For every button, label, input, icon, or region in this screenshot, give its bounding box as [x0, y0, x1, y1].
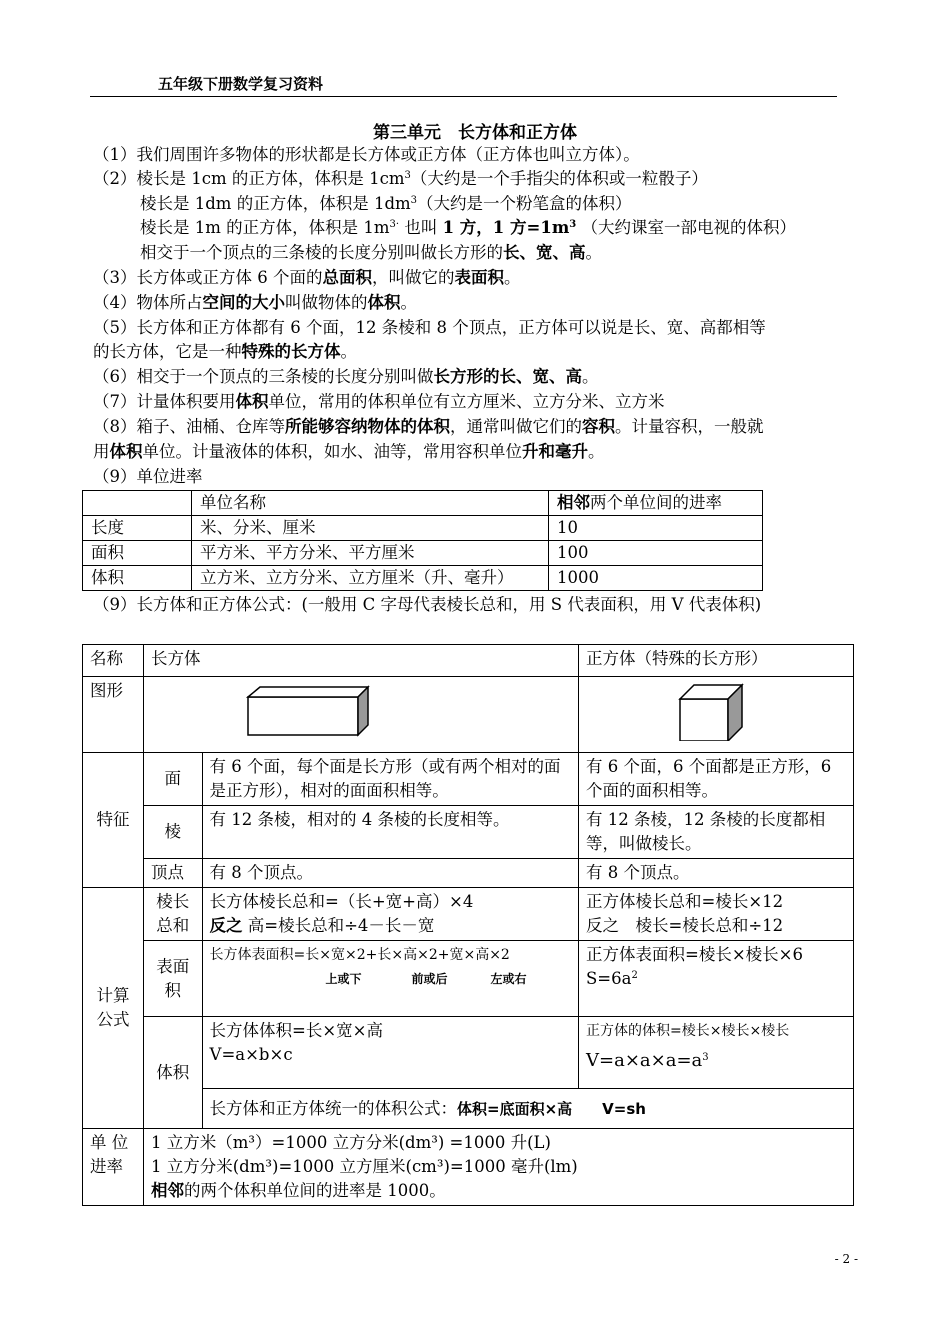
formula-line: 正方体棱长总和=棱长×12	[586, 892, 784, 911]
header-divider	[90, 96, 837, 97]
table-cell	[83, 491, 192, 516]
table-cell: 棱	[144, 806, 203, 859]
formula-line: 反之 高=棱长总和÷4－长－宽	[209, 916, 435, 935]
formula-line: V=a×b×c	[209, 1045, 293, 1064]
table-cell: 有 6 个面，每个面是长方形（或有两个相对的面是正方形），相对的面面积相等。	[202, 753, 578, 806]
table-cell: 面	[144, 753, 203, 806]
formula-line: 正方体表面积=棱长×棱长×6	[586, 945, 803, 964]
item-9: （9）单位进率	[93, 467, 203, 486]
table-row	[83, 566, 763, 591]
table-cell	[579, 1017, 854, 1089]
cuboid-figure	[151, 683, 571, 739]
table-cell: 长方体	[144, 645, 579, 677]
item-5a: （5）长方体和正方体都有 6 个面，12 条棱和 8 个顶点，正方体可以说是长、宽、高都相等	[93, 318, 766, 337]
unit-label: 单 位进率	[90, 1133, 129, 1176]
table-row	[83, 753, 854, 806]
table-cell	[144, 941, 203, 1017]
table-cell: 平方米、平方分米、平方厘米	[192, 541, 549, 566]
item-2a: （2）棱长是 1cm 的正方体，体积是 $1cm^3$（大约是一个手指尖的体积或一粒骰子）	[93, 169, 708, 188]
item-8a: （8）箱子、油桶、仓库等所能够容纳物体的体积，通常叫做它们的容积。计量容积，一般就	[93, 417, 764, 436]
formula-line: $S=6a^2$	[586, 969, 638, 988]
table-cell: 面积	[83, 541, 192, 566]
table-row	[83, 541, 763, 566]
formula-line: 长方体表面积=长×宽×2+长×高×2+宽×高×2	[209, 947, 510, 963]
item-9-formulas: （9）长方体和正方体公式：(一般用 C 字母代表棱长总和，用 S 代表面积，用 V 代表体积)	[93, 595, 762, 614]
table-row	[83, 491, 763, 516]
table-cell: 长方体和正方体统一的体积公式：体积=底面积×高 V=sh	[202, 1089, 853, 1129]
area-label: 表面积	[156, 956, 190, 1000]
item-2c: 棱长是 1m 的正方体，体积是 $1m^{3\cdot}$ 也叫 1 方，1 方$=1m^3$ （大约课室一部电视的体积）	[140, 218, 797, 237]
item-7: （7）计量体积要用体积单位，常用的体积单位有立方厘米、立方分米、立方米	[93, 392, 665, 411]
table-cell: 相邻两个单位间的进率	[549, 491, 763, 516]
table-row	[83, 888, 854, 941]
table-row	[83, 859, 854, 888]
face-label: 上或下	[325, 972, 362, 986]
header-title: 五年级下册数学复习资料	[158, 75, 324, 93]
page-number: - 2 -	[834, 1252, 858, 1266]
table-cell	[83, 1129, 144, 1206]
cube-figure	[586, 681, 846, 741]
table-cell: 1000	[549, 566, 763, 591]
table-cell	[202, 888, 578, 941]
formula-line: 长方体棱长总和=（长+宽+高）×4	[209, 892, 474, 911]
item-2d: 相交于一个顶点的三条棱的长度分别叫做长方形的长、宽、高。	[140, 243, 602, 262]
edgesum-label: 棱长总和	[156, 892, 190, 935]
table-cell: 有 8 个顶点。	[579, 859, 854, 888]
table-cell	[144, 1129, 854, 1206]
table-cell	[579, 941, 854, 1017]
table-cell: 图形	[83, 677, 144, 753]
table-cell: 立方米、立方分米、立方厘米（升、毫升）	[192, 566, 549, 591]
table-cell	[202, 941, 578, 1017]
unit-title: 第三单元 长方体和正方体	[373, 123, 577, 143]
formula-line: 1 立方分米(dm³)=1000 立方厘米(cm³)=1000 毫升(lm)	[151, 1157, 578, 1176]
item-8b: 用体积单位。计量液体的体积，如水、油等，常用容积单位升和毫升。	[93, 442, 605, 461]
table-row	[83, 1017, 854, 1089]
formula-table	[82, 644, 854, 1206]
item-1: （1）我们周围许多物体的形状都是长方体或正方体（正方体也叫立方体）。	[93, 145, 640, 164]
item-3: （3）长方体或正方体 6 个面的总面积，叫做它的表面积。	[93, 268, 521, 287]
unit-rate-table	[82, 490, 763, 591]
face-label: 前或后	[411, 972, 448, 986]
table-row	[83, 645, 854, 677]
formula-line: $V=a\times a\times a=a^3$	[586, 1050, 709, 1071]
table-cell: 体积	[144, 1017, 203, 1129]
item-4: （4）物体所占空间的大小叫做物体的体积。	[93, 293, 417, 312]
table-cell: 有 12 条棱，相对的 4 条棱的长度相等。	[202, 806, 578, 859]
table-cell: 米、分米、厘米	[192, 516, 549, 541]
formula-line: 1 立方米（m³）=1000 立方分米(dm³) =1000 升(L)	[151, 1133, 551, 1152]
table-cell: 有 8 个顶点。	[202, 859, 578, 888]
table-cell	[144, 888, 203, 941]
table-row	[83, 941, 854, 1017]
table-cell: 有 12 条棱，12 条棱的长度都相等，叫做棱长。	[579, 806, 854, 859]
formula-line: 相邻的两个体积单位间的进率是 1000。	[151, 1181, 446, 1200]
formula-line: 长方体体积=长×宽×高	[209, 1021, 384, 1040]
item-5b: 的长方体，它是一种特殊的长方体。	[93, 342, 357, 361]
area-face-labels	[210, 967, 571, 989]
table-cell: 顶点	[144, 859, 203, 888]
table-cell: 体积	[83, 566, 192, 591]
table-cell	[579, 677, 854, 753]
table-cell	[83, 888, 144, 1129]
formula-line: 反之 棱长=棱长总和÷12	[586, 916, 784, 935]
table-cell: 10	[549, 516, 763, 541]
table-row	[83, 806, 854, 859]
table-cell: 特征	[83, 753, 144, 888]
item-6: （6）相交于一个顶点的三条棱的长度分别叫做长方形的长、宽、高。	[93, 367, 599, 386]
table-row	[83, 1129, 854, 1206]
table-cell: 100	[549, 541, 763, 566]
table-row	[83, 516, 763, 541]
calc-label: 计算公式	[96, 986, 130, 1029]
table-cell: 单位名称	[192, 491, 549, 516]
table-cell	[579, 888, 854, 941]
table-cell	[202, 1017, 578, 1089]
table-cell: 名称	[83, 645, 144, 677]
item-2b: 棱长是 1dm 的正方体，体积是 $1dm^3$（大约是一个粉笔盒的体积）	[140, 194, 632, 213]
table-row	[83, 677, 854, 753]
table-cell: 有 6 个面，6 个面都是正方形，6 个面的面积相等。	[579, 753, 854, 806]
table-cell	[144, 677, 579, 753]
formula-line: 正方体的体积=棱长×棱长×棱长	[586, 1023, 790, 1039]
table-cell: 正方体（特殊的长方形）	[579, 645, 854, 677]
face-label: 左或右	[490, 972, 527, 986]
table-cell: 长度	[83, 516, 192, 541]
